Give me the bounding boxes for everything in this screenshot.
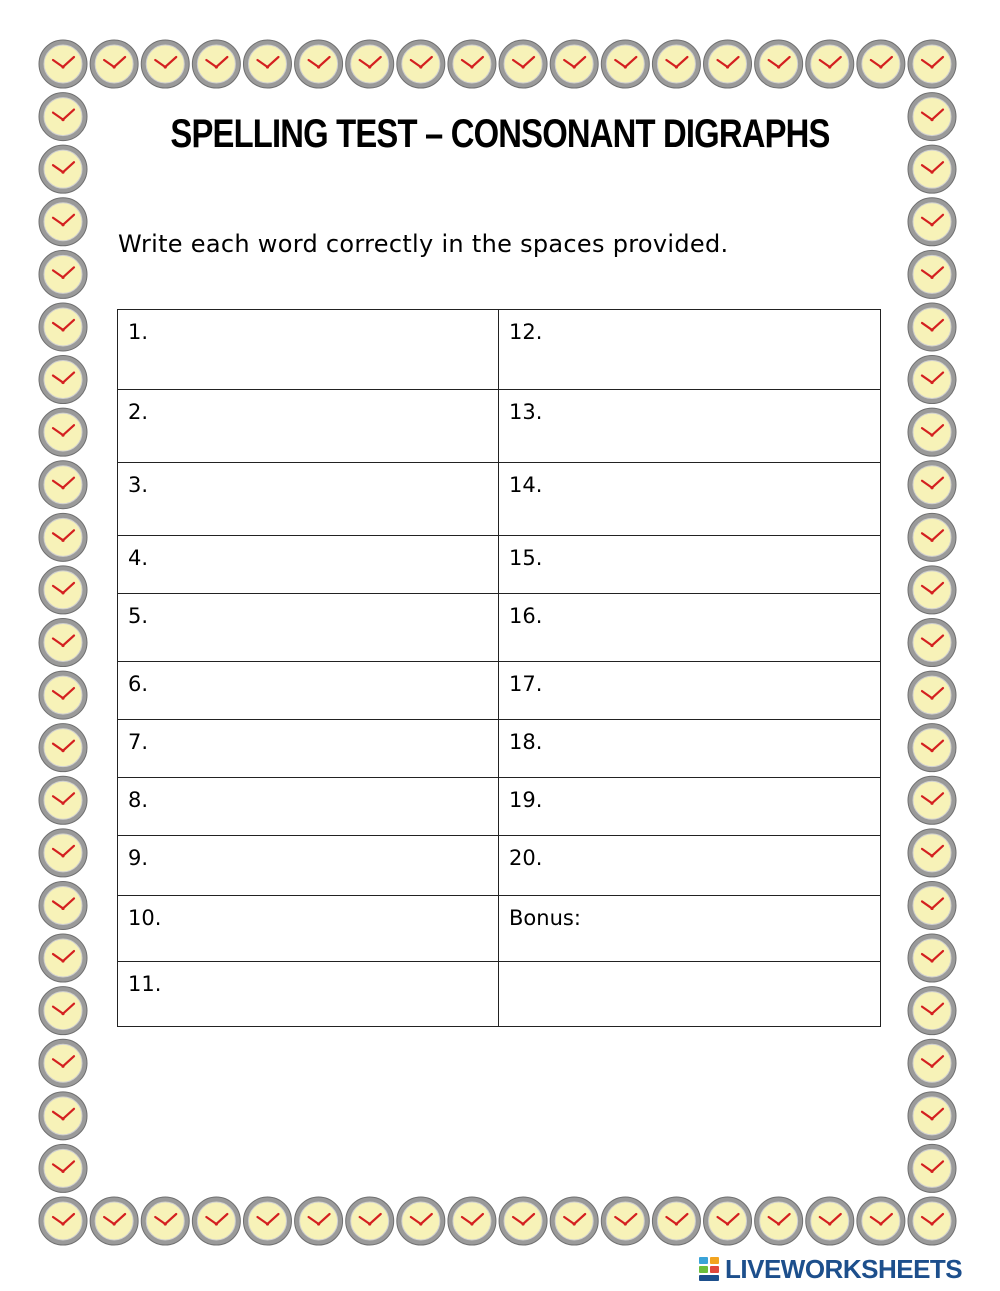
item-number: 15. <box>509 546 543 570</box>
item-number: 9. <box>128 846 149 870</box>
clock-icon <box>908 566 956 614</box>
answer-cell[interactable] <box>499 720 881 778</box>
clock-icon <box>243 40 291 88</box>
clock-icon <box>601 1197 649 1245</box>
clock-icon <box>39 881 87 929</box>
table-row <box>118 463 881 536</box>
logo-blocks-icon <box>697 1255 721 1283</box>
answer-cell[interactable] <box>499 390 881 463</box>
clock-icon <box>39 250 87 298</box>
watermark-text: LIVEWORKSHEETS <box>725 1253 963 1284</box>
clock-icon <box>39 198 87 246</box>
item-number: 7. <box>128 730 149 754</box>
clock-icon <box>908 198 956 246</box>
clock-icon <box>397 1197 445 1245</box>
clock-icon <box>908 1144 956 1192</box>
clock-icon <box>448 1197 496 1245</box>
item-number: 10. <box>128 906 162 930</box>
answer-cell[interactable] <box>118 536 499 594</box>
instructions-text: Write each word correctly in the spaces provided. <box>118 230 729 258</box>
item-number: 2. <box>128 400 149 424</box>
clock-icon <box>39 829 87 877</box>
answer-cell[interactable] <box>499 778 881 836</box>
clock-icon <box>908 724 956 772</box>
clock-icon <box>908 145 956 193</box>
clock-icon <box>39 619 87 667</box>
clock-icon <box>908 1039 956 1087</box>
clock-icon <box>652 40 700 88</box>
clock-icon <box>908 619 956 667</box>
bonus-label: Bonus: <box>509 906 581 930</box>
clock-icon <box>39 408 87 456</box>
table-row <box>118 962 881 1027</box>
answer-table <box>117 309 881 1027</box>
table-row <box>118 594 881 662</box>
clock-icon <box>39 934 87 982</box>
table-row <box>118 720 881 778</box>
clock-icon <box>908 250 956 298</box>
clock-icon <box>39 566 87 614</box>
answer-cell[interactable] <box>118 836 499 896</box>
clock-icon <box>499 1197 547 1245</box>
answer-cell[interactable] <box>499 594 881 662</box>
clock-icon <box>806 1197 854 1245</box>
answer-cell[interactable] <box>118 463 499 536</box>
item-number: 12. <box>509 320 543 344</box>
clock-icon <box>857 40 905 88</box>
table-row <box>118 662 881 720</box>
answer-cell[interactable] <box>118 720 499 778</box>
answer-cell[interactable] <box>118 594 499 662</box>
clock-icon <box>141 40 189 88</box>
answer-cell[interactable] <box>118 962 499 1027</box>
clock-icon <box>908 1197 956 1245</box>
clock-icon <box>39 724 87 772</box>
clock-icon <box>704 1197 752 1245</box>
item-number: 17. <box>509 672 543 696</box>
item-number: 11. <box>128 972 162 996</box>
clock-icon <box>39 987 87 1035</box>
answer-cell[interactable] <box>499 536 881 594</box>
answer-cell[interactable] <box>118 310 499 390</box>
clock-icon <box>39 303 87 351</box>
clock-icon <box>908 408 956 456</box>
item-number: 5. <box>128 604 149 628</box>
clock-icon <box>39 1144 87 1192</box>
table-row <box>118 390 881 463</box>
clock-icon <box>857 1197 905 1245</box>
clock-icon <box>39 461 87 509</box>
clock-icon <box>192 40 240 88</box>
answer-cell[interactable] <box>499 463 881 536</box>
answer-cell[interactable] <box>499 662 881 720</box>
clock-icon <box>908 1092 956 1140</box>
item-number: 20. <box>509 846 543 870</box>
table-row <box>118 310 881 390</box>
clock-icon <box>295 40 343 88</box>
clock-icon <box>652 1197 700 1245</box>
clock-icon <box>39 1039 87 1087</box>
clock-icon <box>908 40 956 88</box>
clock-icon <box>39 671 87 719</box>
clock-icon <box>192 1197 240 1245</box>
worksheet-title: SPELLING TEST – CONSONANT DIGRAPHS <box>170 112 830 156</box>
clock-icon <box>550 40 598 88</box>
clock-icon <box>39 1092 87 1140</box>
clock-icon <box>39 356 87 404</box>
answer-cell[interactable] <box>499 896 881 962</box>
answer-cell[interactable] <box>118 662 499 720</box>
clock-icon <box>908 987 956 1035</box>
table-row <box>118 778 881 836</box>
clock-icon <box>550 1197 598 1245</box>
clock-icon <box>704 40 752 88</box>
clock-icon <box>908 881 956 929</box>
clock-icon <box>908 934 956 982</box>
clock-icon <box>39 513 87 561</box>
answer-cell[interactable] <box>499 310 881 390</box>
clock-icon <box>908 513 956 561</box>
clock-icon <box>243 1197 291 1245</box>
table-row <box>118 536 881 594</box>
clock-icon <box>90 1197 138 1245</box>
clock-icon <box>908 303 956 351</box>
clock-icon <box>908 93 956 141</box>
clock-icon <box>397 40 445 88</box>
clock-icon <box>448 40 496 88</box>
clock-icon <box>908 829 956 877</box>
item-number: 13. <box>509 400 543 424</box>
clock-icon <box>908 461 956 509</box>
clock-icon <box>141 1197 189 1245</box>
clock-icon <box>39 93 87 141</box>
item-number: 14. <box>509 473 543 497</box>
clock-icon <box>295 1197 343 1245</box>
item-number: 3. <box>128 473 149 497</box>
clock-icon <box>755 1197 803 1245</box>
answer-cell[interactable] <box>499 836 881 896</box>
table-row <box>118 836 881 896</box>
clock-icon <box>90 40 138 88</box>
liveworksheets-logo <box>697 1252 962 1286</box>
item-number: 1. <box>128 320 149 344</box>
answer-cell[interactable] <box>499 962 881 1027</box>
clock-icon <box>39 40 87 88</box>
clock-icon <box>806 40 854 88</box>
answer-cell[interactable] <box>118 390 499 463</box>
clock-icon <box>346 40 394 88</box>
item-number: 16. <box>509 604 543 628</box>
item-number: 6. <box>128 672 149 696</box>
clock-icon <box>346 1197 394 1245</box>
item-number: 18. <box>509 730 543 754</box>
item-number: 8. <box>128 788 149 812</box>
answer-cell[interactable] <box>118 896 499 962</box>
clock-icon <box>908 671 956 719</box>
clock-icon <box>499 40 547 88</box>
clock-icon <box>39 145 87 193</box>
item-number: 4. <box>128 546 149 570</box>
clock-icon <box>755 40 803 88</box>
item-number: 19. <box>509 788 543 812</box>
clock-icon <box>39 776 87 824</box>
clock-icon <box>908 356 956 404</box>
answer-cell[interactable] <box>118 778 499 836</box>
clock-icon <box>39 1197 87 1245</box>
clock-icon <box>908 776 956 824</box>
table-row <box>118 896 881 962</box>
clock-icon <box>601 40 649 88</box>
